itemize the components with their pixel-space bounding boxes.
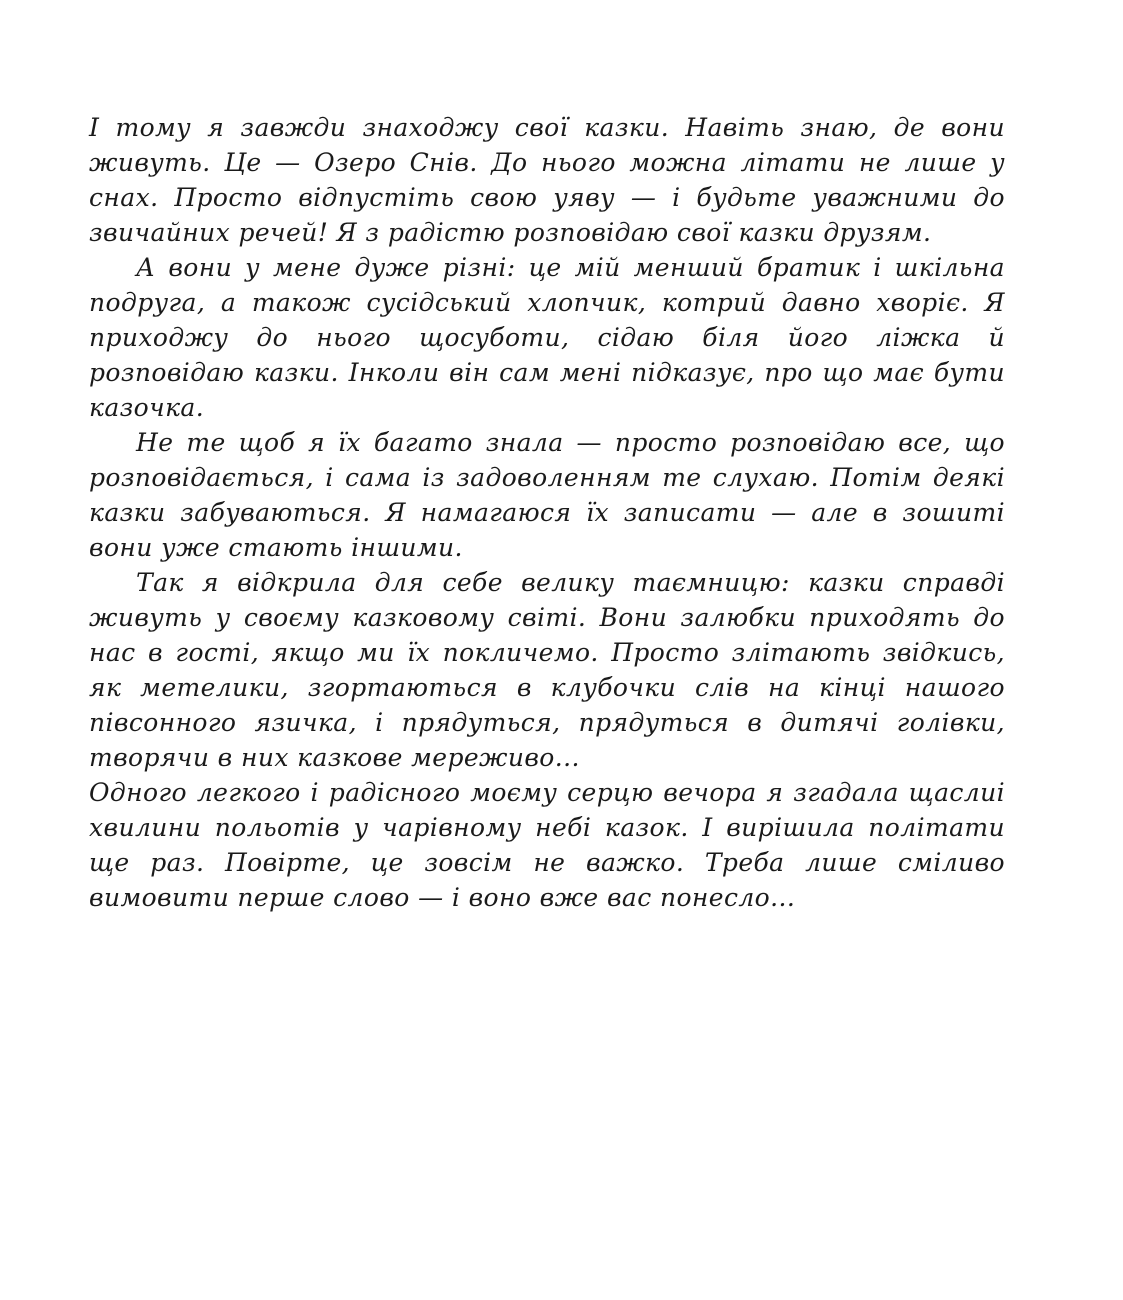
paragraph-2: А вони у мене дуже різні: це мій менший братик і шкільна подруга, а також сусідський хлопчик, котрий давно хворіє. Я приходжу до нього щосуботи, сідаю біля його ліжка й розповідаю казки. Інколи він сам мені підказує, про що має бути казочка. xyxy=(89,253,1005,422)
document-body xyxy=(89,110,1005,915)
paragraph-1: І тому я завжди знаходжу свої казки. Навіть знаю, де вони живуть. Це — Озеро Снів. До нього можна літати не лише у снах. Просто відпустіть свою уяву — і будьте уважними до звичайних речей! Я з радістю розповідаю свої казки друзям. xyxy=(89,113,1005,247)
paragraph-3: Не те щоб я їх багато знала — просто розповідаю все, що розповідається, і сама із задоволенням те слухаю. Потім деякі казки забуваються. Я намагаюся їх записати — але в зошиті вони уже стають іншими. xyxy=(89,428,1005,562)
paragraph-5: Одного легкого і радісного моєму серцю вечора я згадала щаслиі хвилини польотів у чарівному небі казок. І вирішила політати ще раз. Повірте, це зовсім не важко. Треба лише сміливо вимовити перше слово — і воно вже вас понесло... xyxy=(89,778,1005,912)
paragraph-4: Так я відкрила для себе велику таємницю: казки справді живуть у своєму казковому світі. Вони залюбки приходять до нас в гості, якщо ми їх покличемо. Просто злітають звідкись, як метелики, згортаються в клубочки слів на кінці нашого півсонного язичка, і прядуться, прядуться в дитячі голівки, творячи в них казкове мереживо... xyxy=(89,568,1005,772)
